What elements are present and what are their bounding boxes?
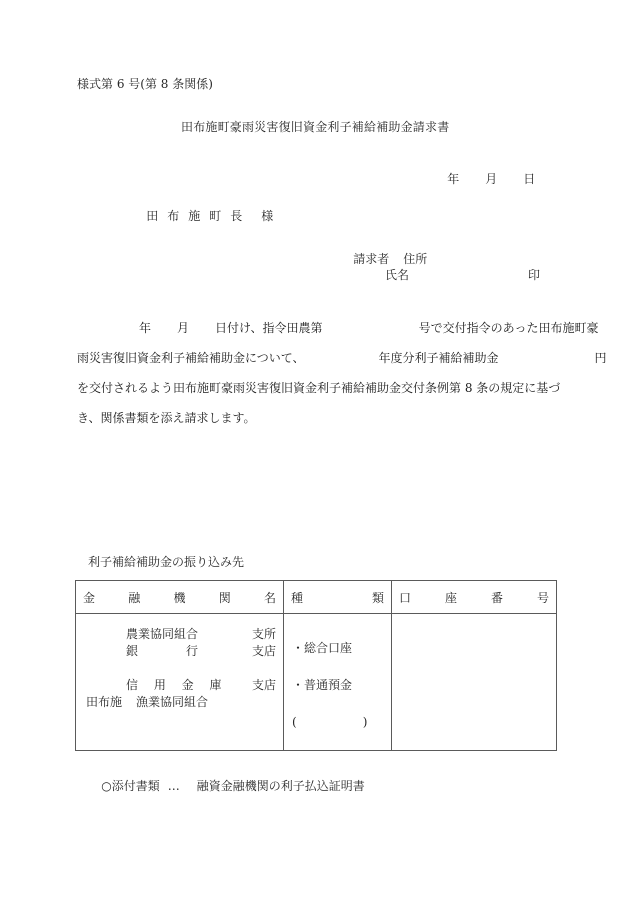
branch-label: 支所	[251, 627, 276, 641]
date-month-label: 月	[485, 172, 498, 186]
cell-institution-list[interactable]	[76, 614, 284, 751]
date-day-label: 日	[523, 172, 536, 186]
branch-label: 支店	[251, 678, 276, 692]
header-char: 関	[218, 590, 231, 605]
footnote-text: 融資金融機関の利子払込証明書	[196, 779, 365, 793]
institution-option-ginko[interactable]	[76, 643, 283, 660]
fishery-coop-line	[86, 694, 208, 711]
header-cell-institution	[76, 581, 284, 614]
body-currency-unit: 円	[594, 351, 607, 365]
branch-label: 支店	[251, 644, 276, 658]
addressee-name: 田布施町長	[146, 209, 252, 223]
body-fiscal-year-subsidy: 年度分利子補給補助金	[378, 351, 499, 365]
cell-account-type[interactable]	[284, 614, 392, 751]
institution-option-gyogyo[interactable]	[76, 694, 283, 711]
footnote-dots: …	[167, 779, 180, 793]
header-char: 融	[128, 590, 141, 605]
institution-option-shinkin[interactable]	[76, 677, 283, 694]
body-line-1	[77, 313, 599, 343]
footnote-label: ○添付書類	[101, 779, 160, 793]
body-month-label: 月	[177, 321, 190, 335]
header-char: 名	[263, 590, 276, 605]
addressee-honorific: 様	[261, 209, 283, 223]
header-char: 号	[536, 590, 549, 605]
account-type-write-in[interactable]	[292, 714, 391, 731]
account-type-option-sogo[interactable]: ・総合口座	[292, 641, 353, 655]
requester-name-label: 氏名	[385, 268, 410, 282]
body-line-4: き、関係書類を添え請求します。	[77, 411, 256, 425]
fishery-coop-prefix: 田布施	[86, 695, 123, 709]
header-char: 機	[173, 590, 186, 605]
document-title: 田布施町豪雨災害復旧資金利子補給補助金請求書	[181, 120, 450, 134]
requester-address-line	[338, 241, 427, 277]
bank-table-caption: 利子補給補助金の振り込み先	[88, 555, 245, 569]
body-year-label: 年	[139, 321, 152, 335]
institution-option-nokyo[interactable]	[76, 626, 283, 643]
table-body-row	[76, 614, 557, 751]
date-year-label: 年	[447, 172, 460, 186]
footnote	[86, 768, 365, 804]
body-paragraph	[77, 313, 607, 433]
header-char: 類	[371, 590, 384, 605]
header-char: 口	[399, 590, 412, 605]
spacer	[76, 660, 283, 677]
paren-open: (	[292, 715, 297, 729]
bank-transfer-table	[75, 580, 557, 751]
body-order-prefix: 日付け、指令田農第	[215, 321, 323, 335]
body-line-2	[77, 343, 607, 373]
body-order-suffix: 号で交付指令のあった田布施町豪	[418, 321, 599, 335]
requester-address-label: 住所	[403, 252, 428, 266]
table-header-row	[76, 581, 557, 614]
addressee-line	[95, 198, 282, 234]
account-type-option-futsu[interactable]: ・普通預金	[292, 678, 353, 692]
header-char: 座	[444, 590, 457, 605]
body-subsidy-about: 雨災害復旧資金利子補給補助金について、	[77, 351, 305, 365]
paren-close: )	[362, 715, 368, 729]
body-line-3: を交付されるよう田布施町豪雨災害復旧資金利子補給補助金交付条例第 8 条の規定に基づ	[77, 381, 561, 395]
date-line	[432, 161, 535, 197]
header-char: 金	[83, 590, 96, 605]
header-cell-account-number	[392, 581, 557, 614]
institution-name: 農業協同組合	[126, 627, 199, 641]
header-cell-account-type	[284, 581, 392, 614]
institution-name: 信 用 金 庫	[126, 678, 228, 692]
seal-mark: 印	[528, 268, 541, 282]
fishery-coop-name: 漁業協同組合	[136, 695, 209, 709]
form-number: 様式第 6 号(第 8 条関係)	[77, 77, 213, 91]
requester-label: 請求者	[353, 252, 390, 266]
institution-name: 銀 行	[126, 644, 199, 658]
cell-account-number[interactable]	[392, 614, 557, 751]
header-char: 種	[291, 590, 304, 605]
header-char: 番	[490, 590, 503, 605]
